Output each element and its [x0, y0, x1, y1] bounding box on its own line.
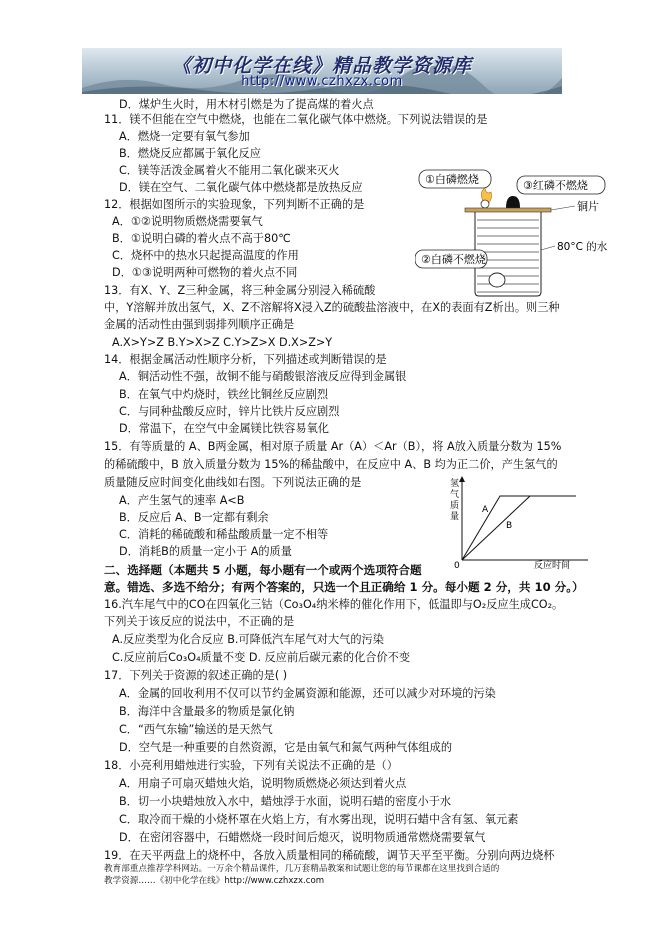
- text-line: A．金属的回收利用不仅可以节约金属资源和能源，还可以减少对环境的污染: [119, 687, 496, 700]
- text-line: C.反应前后Co₃O₄质量不变 D. 反应前后碳元素的化合价不变: [112, 651, 411, 664]
- footer-line: 教育部重点推荐学科网站。一万余个精品课件，几万套精品教案和试题让您的每节课都在这里找到合适的: [104, 864, 500, 874]
- series-label-a: A: [482, 505, 489, 515]
- text-line: D．空气是一种重要的自然资源，它是由氧气和氮气两种气体组成的: [119, 741, 453, 754]
- x-axis-label: 反应时间: [534, 561, 571, 570]
- text-line: 13．有X、Y、Z三种金属，将三种金属分别浸入稀硫酸: [104, 284, 376, 297]
- text-line: B．在氧气中灼烧时，铁丝比铜丝反应剧烈: [119, 388, 329, 401]
- figure-label-white-phosphorus-burning: ①白磷燃烧: [425, 173, 479, 186]
- text-line: C．取冷而干燥的小烧杯罩在火焰上方，有水雾出现，说明石蜡中含有氢、氧元素: [119, 813, 519, 826]
- text-line: B．切一小块蜡烛放入水中，蜡烛浮于水面，说明石蜡的密度小于水: [119, 795, 452, 808]
- text-line: 中，Y溶解并放出氢气，X、Z不溶解将X浸入Z的硫酸盐溶液中，在X的表面有Z析出。则三种: [104, 301, 560, 314]
- copper-plate: [465, 208, 551, 212]
- text-line: A.反应类型为化合反应 B.可降低汽车尾气对大气的污染: [112, 633, 384, 646]
- text-line: D．在密闭容器中，石蜡燃烧一段时间后熄灭，说明物质通常燃烧需要氧气: [119, 831, 486, 844]
- text-line: 16.汽车尾气中的CO在四氧化三钴（Co₃O₄纳米棒的催化作用下，低温即与O₂反应生成CO₂。: [104, 598, 564, 611]
- combustion-experiment-figure: [415, 168, 615, 298]
- banner-title: 《初中化学在线》精品教学资源库: [171, 55, 472, 77]
- text-line: 18．小亮利用蜡烛进行实验，下列有关说法不正确的是（）: [104, 759, 398, 772]
- series-line-a: [462, 496, 576, 560]
- figure-label-white-phosphorus-not-burning: ②白磷不燃烧: [421, 253, 486, 266]
- y-axis-label-char: 量: [450, 512, 460, 522]
- text-line: A．燃烧一定要有氧气参加: [119, 130, 250, 143]
- text-line: B．燃烧反应都属于氧化反应: [119, 147, 261, 160]
- text-line: D．常温下，在空气中金属镁比铁容易氧化: [119, 422, 329, 435]
- submerged-white-phosphorus-icon: [489, 273, 505, 287]
- header-banner: [82, 48, 562, 94]
- text-line: 14．根据金属活动性顺序分析，下列描述或判断错误的是: [104, 353, 387, 366]
- text-line: 质量随反应时间变化曲线如右图。下列说法正确的是: [104, 476, 362, 489]
- red-phosphorus-icon: [506, 196, 520, 208]
- text-line: B．①说明白磷的着火点不高于80℃: [112, 232, 291, 245]
- text-line: 二、选择题（本题共 5 小题，每小题有一个或两个选项符合题: [104, 563, 422, 577]
- figure-label-copper: 铜片: [577, 200, 599, 213]
- text-line: D．镁在空气、二氧化碳气体中燃烧都是放热反应: [119, 181, 363, 194]
- text-line: D．消耗B的质量一定小于 A的质量: [119, 545, 292, 558]
- text-line: C．消耗的稀硫酸和稀盐酸质量一定不相等: [119, 528, 329, 541]
- y-axis-label-char: 气: [450, 490, 460, 500]
- text-line: C．镁等活泼金属着火不能用二氧化碳来灭火: [119, 164, 340, 177]
- text-line: B．海洋中含量最多的物质是氯化钠: [119, 705, 295, 718]
- text-line: 11．镁不但能在空气中燃烧，也能在二氧化碳气体中燃烧。下列说法错误的是: [104, 113, 488, 126]
- text-line: A．产生氢气的速率 A<B: [119, 494, 245, 507]
- y-axis-label-char: 质: [450, 501, 460, 511]
- text-line: 15．有等质量的 A、B两金属，相对原子质量 Ar（A）＜Ar（B），将 A放入质量分数为 15%: [104, 440, 562, 453]
- y-axis-label-char: 氢: [450, 479, 460, 489]
- text-line: 17．下列关于资源的叙述正确的是( ): [104, 669, 288, 682]
- text-line: 下列关于该反应的说法中，不正确的是: [104, 615, 295, 628]
- text-line: D．煤炉生火时，用木材引燃是为了提高煤的着火点: [119, 98, 374, 111]
- figure-label-hot-water: 80°C 的水: [557, 241, 608, 253]
- text-line: 19．在天平两盘上的烧杯中，各放入质量相同的稀硫酸，调节天平至平衡。分别向两边烧杯: [104, 849, 555, 862]
- text-line: A.X>Y>Z B.Y>X>Z C.Y>Z>X D.X>Z>Y: [112, 336, 333, 349]
- figure-label-red-phosphorus: ③红磷不燃烧: [523, 179, 588, 192]
- text-line: 意。错选、多选不给分；有两个答案的，只选一个且正确给 1 分。每小题 2 分，共 10 分。）: [104, 580, 584, 594]
- text-line: C．烧杯中的热水只起提高温度的作用: [112, 249, 299, 262]
- series-label-b: B: [506, 521, 513, 531]
- text-line: B．反应后 A、B一定都有剩余: [119, 511, 269, 524]
- white-phosphorus-icon: [481, 200, 489, 208]
- banner-url[interactable]: http://www.czhxzx.com: [241, 74, 403, 89]
- text-line: A．①②说明物质燃烧需要氧气: [112, 215, 263, 228]
- footer-line: 教学资源……《初中化学在线》http://www.czhxzx.com: [104, 876, 325, 886]
- text-line: 12．根据如图所示的实验现象，下列判断不正确的是: [104, 198, 365, 211]
- origin-label: 0: [454, 561, 460, 570]
- text-line: D．①③说明两种可燃物的着火点不同: [112, 266, 298, 279]
- text-line: A．用扇子可扇灭蜡烛火焰，说明物质燃烧必须达到着火点: [119, 777, 407, 790]
- text-line: 金属的活动性由强到弱排列顺序正确是: [104, 318, 295, 331]
- text-line: C．与同种盐酸反应时，锌片比铁片反应剧烈: [119, 405, 340, 418]
- series-line-b: [462, 496, 530, 560]
- text-line: C．“西气东输”输送的是天然气: [119, 723, 273, 736]
- text-line: 的稀硫酸中，B 放入质量分数为 15%的稀盐酸中，在反应中 A、B 均为正二价，产生氢气的: [104, 458, 558, 471]
- hydrogen-mass-graph: [448, 474, 594, 570]
- text-line: A．铜活动性不强，故铜不能与硝酸银溶液反应得到金属银: [119, 370, 407, 383]
